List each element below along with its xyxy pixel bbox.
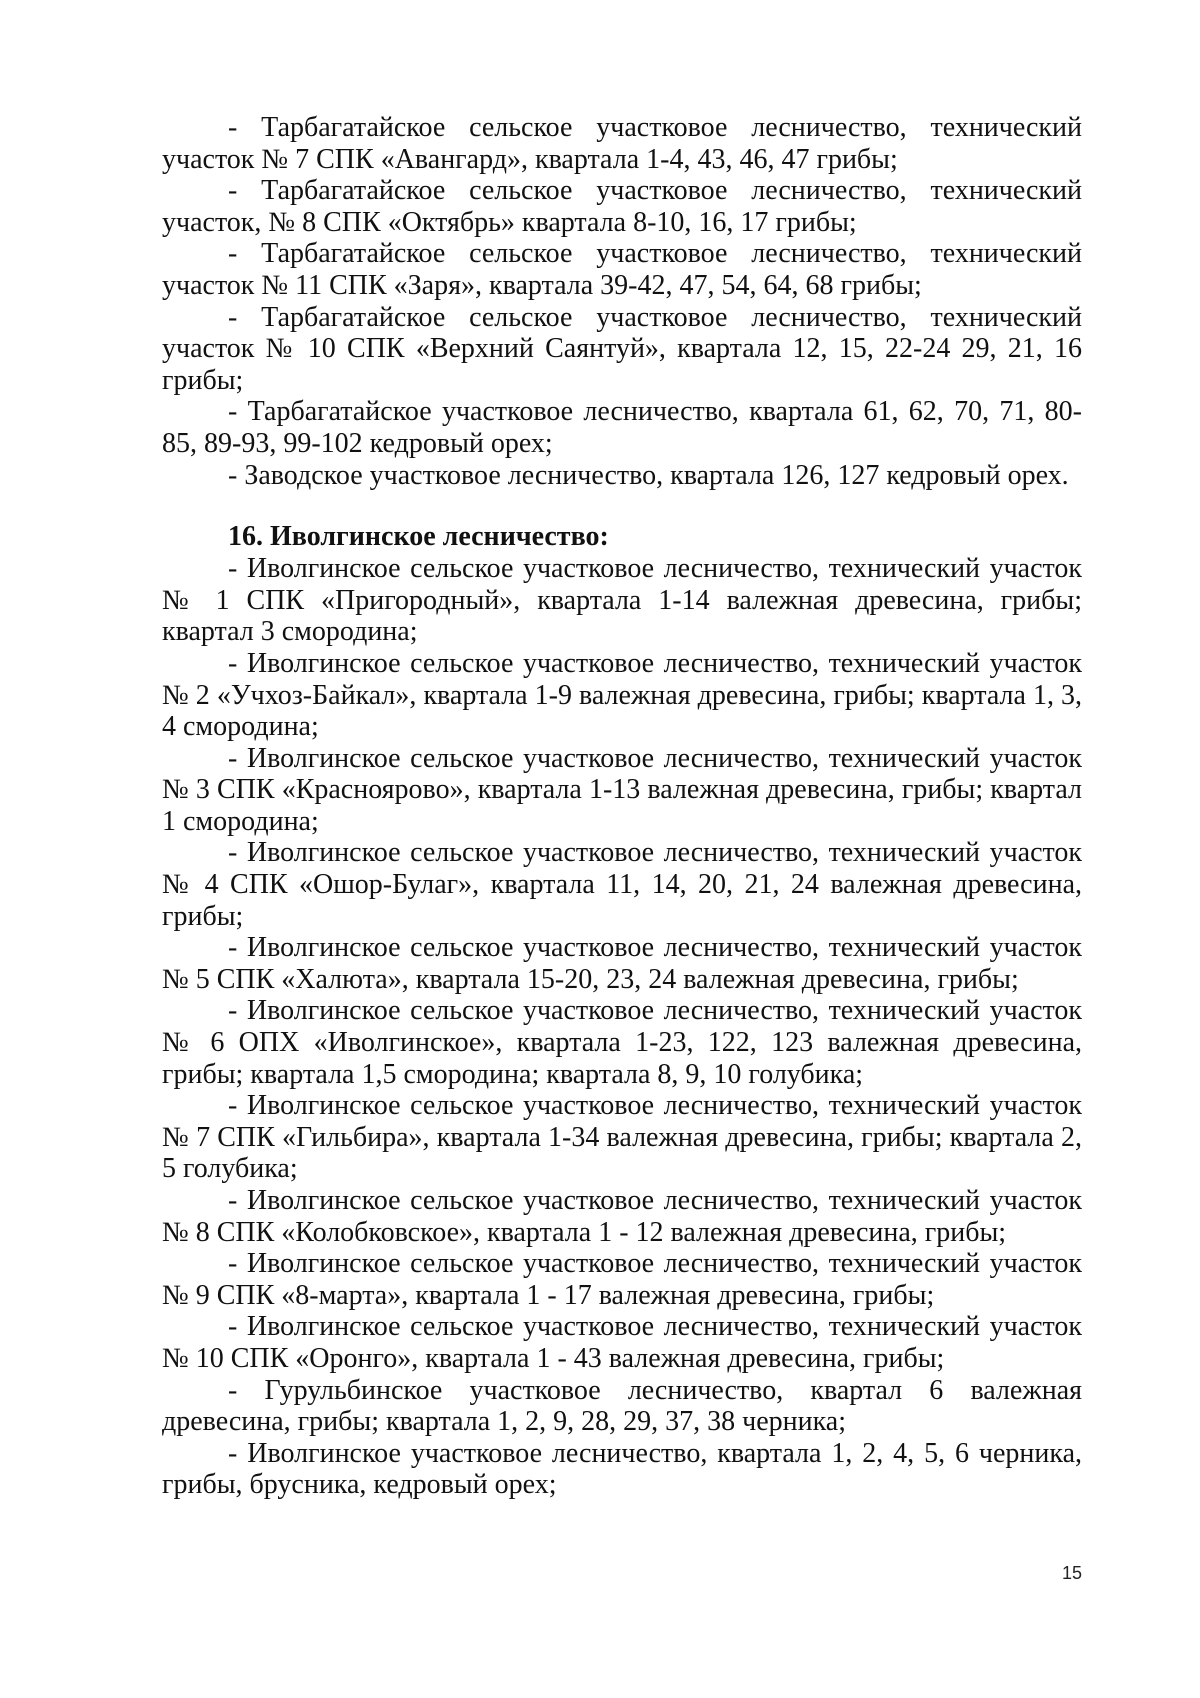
paragraph: - Иволгинское сельское участковое лесничество, технический участок № 4 СПК «Ошор-Булаг», квартала 11, 14, 20, 21, 24 валежная древесина, грибы;: [162, 837, 1082, 932]
paragraph: - Иволгинское сельское участковое лесничество, технический участок № 5 СПК «Халюта», квартала 15-20, 23, 24 валежная древесина, грибы;: [162, 932, 1082, 995]
page-number: 15: [1062, 1563, 1083, 1583]
paragraph: - Иволгинское сельское участковое лесничество, технический участок № 6 ОПХ «Иволгинское», квартала 1-23, 122, 123 валежная древесина, грибы; квартала 1,5 смородина; квартала 8, 9, 10 голубика;: [162, 995, 1082, 1090]
paragraph: - Тарбагатайское сельское участковое лесничество, технический участок, № 8 СПК «Октябрь» квартала 8-10, 16, 17 грибы;: [162, 175, 1082, 238]
paragraph: - Тарбагатайское сельское участковое лесничество, технический участок № 11 СПК «Заря», квартала 39-42, 47, 54, 64, 68 грибы;: [162, 238, 1082, 301]
paragraph: - Тарбагатайское сельское участковое лесничество, технический участок № 7 СПК «Авангард», квартала 1-4, 43, 46, 47 грибы;: [162, 112, 1082, 175]
paragraph: - Иволгинское сельское участковое лесничество, технический участок № 8 СПК «Колобковское», квартала 1 - 12 валежная древесина, грибы;: [162, 1185, 1082, 1248]
paragraph: - Гурульбинское участковое лесничество, квартал 6 валежная древесина, грибы; квартала 1, 2, 9, 28, 29, 37, 38 черника;: [162, 1374, 1082, 1438]
paragraph: - Иволгинское сельское участковое лесничество, технический участок № 7 СПК «Гильбира», квартала 1-34 валежная древесина, грибы; квартала 2, 5 голубика;: [162, 1090, 1082, 1185]
paragraph: - Иволгинское сельское участковое лесничество, технический участок № 10 СПК «Оронго», квартала 1 - 43 валежная древесина, грибы;: [162, 1311, 1082, 1374]
paragraph: - Заводское участковое лесничество, квартала 126, 127 кедровый орех.: [228, 459, 1069, 491]
paragraph: - Тарбагатайское сельское участковое лесничество, технический участок № 10 СПК «Верхний Саянтуй», квартала 12, 15, 22-24 29, 21, 16 грибы;: [162, 301, 1082, 396]
document-page: [162, 112, 1082, 1501]
paragraph: - Тарбагатайское участковое лесничество, квартала 61, 62, 70, 71, 80-85, 89-93, 99-102 кедровый орех;: [162, 396, 1082, 459]
paragraph: - Иволгинское сельское участковое лесничество, технический участок № 2 «Учхоз-Байкал», квартала 1-9 валежная древесина, грибы; квартала 1, 3, 4 смородина;: [162, 647, 1082, 743]
paragraph: - Иволгинское сельское участковое лесничество, технический участок № 9 СПК «8-марта», квартала 1 - 17 валежная древесина, грибы;: [162, 1248, 1082, 1311]
paragraph: - Иволгинское участковое лесничество, квартала 1, 2, 4, 5, 6 черника, грибы, брусника, кедровый орех;: [162, 1437, 1082, 1501]
paragraph: - Иволгинское сельское участковое лесничество, технический участок № 3 СПК «Красноярово», квартала 1-13 валежная древесина, грибы; квартал 1 смородина;: [162, 742, 1082, 837]
section-heading: 16. Иволгинское лесничество:: [228, 521, 609, 553]
paragraph: - Иволгинское сельское участковое лесничество, технический участок № 1 СПК «Пригородный», квартала 1-14 валежная древесина, грибы; квартал 3 смородина;: [162, 553, 1082, 648]
